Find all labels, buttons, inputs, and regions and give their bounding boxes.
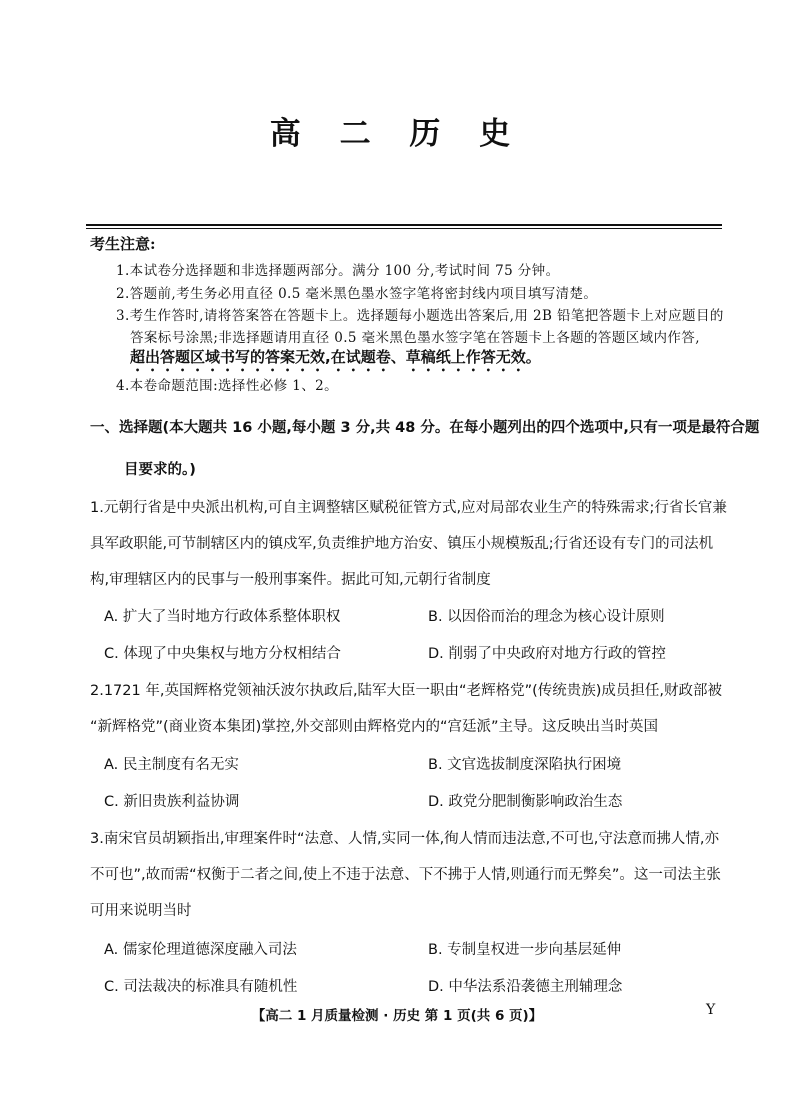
question-1-option-c: C. 体现了中央集权与地方分权相结合 xyxy=(104,646,341,662)
question-3-option-a: A. 儒家伦理道德深度融入司法 xyxy=(104,942,297,958)
question-2-option-c: C. 新旧贵族利益协调 xyxy=(104,794,240,810)
section-heading: 一、选择题(本大题共 16 小题,每小题 3 分,共 48 分。在每小题列出的四个选项中,只有一项是最符合题 xyxy=(90,420,760,436)
question-3-option-b: B. 专制皇权进一步向基层延伸 xyxy=(428,942,622,958)
notice-item: 3.考生作答时,请将答案答在答题卡上。选择题每小题选出答案后,用 2B 铅笔把答题卡上对应题目的 xyxy=(116,308,724,324)
question-1-option-a: A. 扩大了当时地方行政体系整体职权 xyxy=(104,609,341,625)
question-2-option-d: D. 政党分肥制衡影响政治生态 xyxy=(428,794,623,810)
question-2-option-b: B. 文官选拔制度深陷执行困境 xyxy=(428,757,622,773)
header-divider-thick xyxy=(86,224,722,226)
section-heading-cont: 目要求的。) xyxy=(124,462,196,478)
question-1-option-d: D. 削弱了中央政府对地方行政的管控 xyxy=(428,646,666,662)
question-3-line: 不可也”,故而需“权衡于二者之间,使上不违于法意、下不拂于人情,则通行而无弊矣”。这一司法主张 xyxy=(90,867,721,883)
question-3-line: 3.南宋官员胡颖指出,审理案件时“法意、人情,实同一体,徇人情而违法意,不可也,守法意而拂人情,亦 xyxy=(90,831,719,847)
question-1-line: 构,审理辖区内的民事与一般刑事案件。据此可知,元朝行省制度 xyxy=(90,572,491,588)
question-1-line: 具军政职能,可节制辖区内的镇戍军,负责维护地方治安、镇压小规模叛乱;行省还设有专门的司法机 xyxy=(90,536,714,552)
page-footer: 【高二 1 月质量检测 · 历史 第 1 页(共 6 页)】 xyxy=(251,1008,543,1024)
notice-heading: 考生注意: xyxy=(90,235,156,253)
footer-mark: Y xyxy=(706,1002,716,1018)
question-1-option-b: B. 以因俗而治的理念为核心设计原则 xyxy=(428,609,665,625)
question-1-line: 1.元朝行省是中央派出机构,可自主调整辖区赋税征管方式,应对局部农业生产的特殊需求;行省长官兼 xyxy=(90,500,727,516)
question-3-option-d: D. 中华法系沿袭德主刑辅理念 xyxy=(428,979,623,995)
page-title: 高 二 历 史 xyxy=(269,116,525,152)
notice-item: 4.本卷命题范围:选择性必修 1、2。 xyxy=(116,378,338,394)
notice-item: 1.本试卷分选择题和非选择题两部分。满分 100 分,考试时间 75 分钟。 xyxy=(116,263,560,279)
question-3-option-c: C. 司法裁决的标准具有随机性 xyxy=(104,979,298,995)
header-divider-thin xyxy=(86,228,722,229)
question-2-option-a: A. 民主制度有名无实 xyxy=(104,757,239,773)
question-3-line: 可用来说明当时 xyxy=(90,903,192,919)
notice-emphasis: 超出答题区域书写的答案无效,在试题卷、草稿纸上作答无效。 xyxy=(130,348,541,366)
question-2-line: 2.1721 年,英国辉格党领袖沃波尔执政后,陆军大臣一职由“老辉格党”(传统贵族)成员担任,财政部被 xyxy=(90,683,723,699)
question-2-line: “新辉格党”(商业资本集团)掌控,外交部则由辉格党内的“宫廷派”主导。这反映出当时英国 xyxy=(90,719,658,735)
notice-item: 答案标号涂黑;非选择题请用直径 0.5 毫米黑色墨水签字笔在答题卡上各题的答题区域内作答, xyxy=(130,330,700,346)
notice-item: 2.答题前,考生务必用直径 0.5 毫米黑色墨水签字笔将密封线内项目填写清楚。 xyxy=(116,286,598,302)
